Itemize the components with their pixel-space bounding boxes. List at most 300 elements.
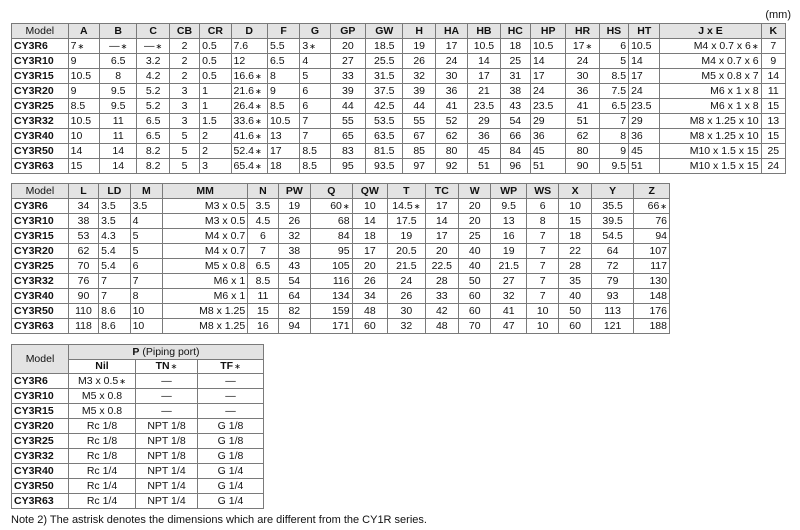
table-cell: 6 [300,99,330,114]
table-cell: 9 [68,54,99,69]
table-cell: 32 [403,69,435,84]
table-cell: M3 x 0.5 [163,214,248,229]
table-cell: 26 [388,289,426,304]
column-header-ht: HT [629,24,660,39]
table-cell: 7.5 [599,84,628,99]
table-cell: 3 [169,99,199,114]
table-cell: 43 [500,99,530,114]
table-cell: 9 [267,84,299,99]
table-cell: M4 x 0.7 [163,244,248,259]
table-cell: 7 [300,129,330,144]
column-header-hp: HP [530,24,565,39]
table-cell: 18 [267,159,299,174]
table-cell: 5.2 [137,99,169,114]
table-row [12,84,786,99]
model-cell: CY3R32 [12,274,69,289]
table-cell: 105 [311,259,353,274]
table-cell: 118 [68,319,98,334]
column-header-y: Y [591,184,634,199]
table-cell: 17 [425,199,458,214]
table-cell: M3 x 0.5 [163,199,248,214]
table-cell: 14 [352,214,387,229]
table-cell: 2 [200,129,231,144]
table-cell: 36 [468,129,500,144]
table-cell: 13 [491,214,526,229]
table-cell: 29 [468,114,500,129]
table-cell: 39 [403,84,435,99]
column-header-pw: PW [278,184,310,199]
column-header-cr: CR [200,24,231,39]
table-cell: 113 [591,304,634,319]
table-cell: 42 [425,304,458,319]
table-cell: 17.5 [388,214,426,229]
unit-label: (mm) [765,9,791,21]
table-cell: 3 [169,114,199,129]
table-cell: 94 [634,229,670,244]
table-cell: 25 [459,229,491,244]
table-cell: 39 [330,84,365,99]
table-cell: 5 [169,144,199,159]
model-cell: CY3R50 [12,304,69,319]
table-cell: 76 [634,214,670,229]
model-cell: CY3R32 [12,449,69,464]
model-cell: CY3R10 [12,389,69,404]
table-cell: 35 [559,274,591,289]
table-cell: 20 [330,39,365,54]
table-cell: 188 [634,319,670,334]
table-cell: 53 [68,229,98,244]
table-cell: 20 [459,199,491,214]
model-cell: CY3R15 [12,404,69,419]
piping-port-header [69,345,264,360]
model-cell: CY3R63 [12,159,69,174]
column-header-ld: LD [99,184,130,199]
table-cell: 4 [300,54,330,69]
table-row [12,389,264,404]
table-cell: 12 [231,54,267,69]
column-header-hb: HB [468,24,500,39]
table-cell: Rc 1/4 [69,479,136,494]
table-cell: 38 [68,214,98,229]
table-cell: 1.5 [200,114,231,129]
table-cell: 3.5 [99,214,130,229]
table-cell: M4 x 0.7 x 6 [660,54,761,69]
table-cell: 15 [559,214,591,229]
table-cell: 7 [99,289,130,304]
table-cell: 76 [68,274,98,289]
table-row [12,39,786,54]
table-cell: G 1/4 [198,479,264,494]
model-cell: CY3R25 [12,259,69,274]
table-cell: G 1/8 [198,434,264,449]
table-cell: 7 [526,244,558,259]
dimensions-table-2 [11,183,670,334]
table-cell: M8 x 1.25 x 10 [660,129,761,144]
table-cell: 43 [278,259,310,274]
table-cell: 121 [591,319,634,334]
table-cell: 51 [468,159,500,174]
table-cell: 148 [634,289,670,304]
table-cell: 24 [388,274,426,289]
table-cell: 5 [130,244,162,259]
table-cell: 5.5 [267,39,299,54]
table-cell: 15 [68,159,99,174]
table-cell: 82 [278,304,310,319]
table-cell: 6.5 [137,129,169,144]
table-cell: 10 [526,304,558,319]
table-cell: 36 [629,129,660,144]
table-cell: 90 [68,289,98,304]
table-cell: 4.3 [99,229,130,244]
table-cell: 5 [599,54,628,69]
table-cell: 8.2 [137,144,169,159]
table-cell: 93 [591,289,634,304]
column-header-mm: MM [163,184,248,199]
table-cell: 1 [200,99,231,114]
table-cell: 65.4 ∗ [231,159,267,174]
table-cell: 51 [530,159,565,174]
column-header-l: L [68,184,98,199]
table-cell: 176 [634,304,670,319]
table-cell: 36 [566,84,599,99]
table-cell: 21.5 [491,259,526,274]
column-header-qw: QW [352,184,387,199]
table-cell: M6 x 1 [163,274,248,289]
model-header: Model [12,345,69,374]
table-cell: NPT 1/8 [136,419,198,434]
table-cell: 26 [278,214,310,229]
table-cell: 34 [68,199,98,214]
table-cell: — [136,404,198,419]
table-cell: 30 [435,69,467,84]
table-cell: 42.5 [366,99,403,114]
table-cell: 3 [169,84,199,99]
table-cell: 6.5 [599,99,628,114]
table-cell: 9.5 [100,99,137,114]
table-row [12,419,264,434]
column-header-f: F [267,24,299,39]
table-cell: M10 x 1.5 x 15 [660,144,761,159]
table-cell: M6 x 1 [163,289,248,304]
model-cell: CY3R6 [12,39,69,54]
model-cell: CY3R25 [12,99,69,114]
column-header-c: C [137,24,169,39]
table-cell: 9 [761,54,785,69]
table-cell: M4 x 0.7 x 6 ∗ [660,39,761,54]
table-cell: 25 [500,54,530,69]
model-cell: CY3R63 [12,494,69,509]
column-header-b: B [100,24,137,39]
table-cell: 159 [311,304,353,319]
table-cell: 7 [248,244,278,259]
column-header-gp: GP [330,24,365,39]
table-cell: 2 [169,54,199,69]
table-cell: 7 [130,274,162,289]
table-cell: 55 [330,114,365,129]
table-cell: 5 [169,129,199,144]
table-cell: 40 [459,244,491,259]
table-cell: 16 [491,229,526,244]
table-cell: 26.4 ∗ [231,99,267,114]
table-2-header-row [12,184,670,199]
table-cell: 47 [491,319,526,334]
table-cell: 32 [388,319,426,334]
table-cell: 11 [100,129,137,144]
table-cell: G 1/8 [198,449,264,464]
piping-port-symbol: P [132,345,140,358]
table-cell: 18.5 [366,39,403,54]
table-row [12,494,264,509]
table-cell: 95 [311,244,353,259]
table-cell: 45 [468,144,500,159]
table-cell: 60 [459,304,491,319]
table-row [12,259,670,274]
table-cell: 25.5 [366,54,403,69]
model-cell: CY3R15 [12,229,69,244]
model-cell: CY3R15 [12,69,69,84]
table-cell: 60 ∗ [311,199,353,214]
table-3-header-row [12,345,264,360]
table-cell: 8 [100,69,137,84]
table-cell: 10 [130,319,162,334]
table-cell: M5 x 0.8 [163,259,248,274]
table-cell: 85 [403,144,435,159]
table-cell: 7 [526,274,558,289]
table-cell: 10.5 [68,69,99,84]
table-cell: 14 [425,214,458,229]
table-cell: 7 [526,259,558,274]
table-cell: 7 [526,289,558,304]
table-cell: 95 [330,159,365,174]
table-1-header-row [12,24,786,39]
column-header-hr: HR [566,24,599,39]
table-cell: 3 [200,159,231,174]
table-cell: 10.5 [530,39,565,54]
table-cell: 14 [629,54,660,69]
column-header-cb: CB [169,24,199,39]
column-header-ha: HA [435,24,467,39]
table-cell: 9.5 [599,159,628,174]
table-cell: 3 ∗ [300,39,330,54]
table-cell: 20 [352,259,387,274]
column-header-x: X [559,184,591,199]
table-cell: 171 [311,319,353,334]
column-header-hs: HS [599,24,628,39]
table-cell: 9.5 [100,84,137,99]
table-cell: 8 [599,129,628,144]
table-row [12,274,670,289]
table-cell: 7 [99,274,130,289]
model-cell: CY3R32 [12,114,69,129]
table-cell: 7 [526,229,558,244]
table-cell: 64 [278,289,310,304]
table-cell: Rc 1/8 [69,419,136,434]
table-cell: 84 [311,229,353,244]
table-cell: Rc 1/8 [69,434,136,449]
table-cell: 37.5 [366,84,403,99]
table-cell: 44 [330,99,365,114]
table-cell: 6 [300,84,330,99]
table-cell: M5 x 0.8 [69,404,136,419]
table-cell: — ∗ [100,39,137,54]
table-cell: 38 [278,244,310,259]
table-cell: 26 [352,274,387,289]
table-cell: 41 [566,99,599,114]
table-cell: 6.5 [100,54,137,69]
table-cell: 4.5 [248,214,278,229]
table-cell: 62 [435,129,467,144]
table-cell: 22 [559,244,591,259]
table-cell: 8.5 [300,159,330,174]
table-cell: 48 [352,304,387,319]
table-cell: 14 [100,159,137,174]
table-row [12,289,670,304]
table-cell: 19 [388,229,426,244]
table-cell: 14 [68,144,99,159]
table-cell: 27 [330,54,365,69]
table-cell: 117 [634,259,670,274]
table-cell: 10 [130,304,162,319]
column-header-tc: TC [425,184,458,199]
table-cell: 18 [500,39,530,54]
table-cell: 24 [435,54,467,69]
table-cell: G 1/4 [198,464,264,479]
table-cell: 33 [330,69,365,84]
table-cell: 2 [169,69,199,84]
table-cell: 9.5 [491,199,526,214]
table-cell: 32 [491,289,526,304]
table-cell: 14 [100,144,137,159]
table-cell: 7 [300,114,330,129]
table-cell: 15 [761,129,785,144]
table-cell: 2 [169,39,199,54]
table-cell: 70 [68,259,98,274]
table-cell: 130 [634,274,670,289]
table-row [12,129,786,144]
table-cell: 72 [591,259,634,274]
column-header-d: D [231,24,267,39]
table-cell: 30 [388,304,426,319]
table-cell: G 1/4 [198,494,264,509]
table-cell: 52 [435,114,467,129]
table-cell: M8 x 1.25 x 10 [660,114,761,129]
table-cell: M5 x 0.8 [69,389,136,404]
table-row [12,479,264,494]
table-row [12,374,264,389]
table-cell: 24 [761,159,785,174]
column-header-t: T [388,184,426,199]
table-cell: 5 [130,229,162,244]
table-cell: 17 [267,144,299,159]
table-cell: 97 [403,159,435,174]
column-header-n: N [248,184,278,199]
table-row [12,114,786,129]
table-cell: 50 [459,274,491,289]
model-cell: CY3R6 [12,374,69,389]
table-cell: M10 x 1.5 x 15 [660,159,761,174]
table-cell: 16 [248,319,278,334]
table-cell: 8.5 [68,99,99,114]
table-cell: 20.5 [388,244,426,259]
table-cell: 54 [500,114,530,129]
table-cell: 10.5 [68,114,99,129]
column-header-h: H [403,24,435,39]
table-cell: 10 [352,199,387,214]
table-cell: Rc 1/8 [69,449,136,464]
model-cell: CY3R20 [12,84,69,99]
table-cell: 40 [459,259,491,274]
table-cell: 31 [500,69,530,84]
column-header-k: K [761,24,785,39]
table-cell: 80 [566,144,599,159]
table-cell: G 1/8 [198,419,264,434]
table-row [12,244,670,259]
table-cell: 60 [559,319,591,334]
table-cell: Rc 1/4 [69,464,136,479]
table-cell: 3.5 [248,199,278,214]
model-cell: CY3R10 [12,54,69,69]
table-cell: 24 [629,84,660,99]
table-row [12,464,264,479]
table-cell: 8 [130,289,162,304]
table-cell: 15 [248,304,278,319]
table-cell: 39.5 [591,214,634,229]
table-cell: 83 [330,144,365,159]
table-cell: 36 [435,84,467,99]
column-header-a: A [68,24,99,39]
table-cell: 116 [311,274,353,289]
table-cell: 6 [526,199,558,214]
table-cell: 4.2 [137,69,169,84]
table-row [12,199,670,214]
model-cell: CY3R50 [12,144,69,159]
table-cell: 22.5 [425,259,458,274]
table-cell: — [136,389,198,404]
table-cell: 5 [169,159,199,174]
table-cell: NPT 1/8 [136,434,198,449]
table-cell: 11 [100,114,137,129]
table-row [12,99,786,114]
table-row [12,449,264,464]
table-cell: 60 [459,289,491,304]
table-cell: 6 [130,259,162,274]
table-cell: 8 [267,69,299,84]
table-cell: 26 [403,54,435,69]
table-cell: 41 [435,99,467,114]
column-header-m: M [130,184,162,199]
table-cell: 38 [500,84,530,99]
table-cell: 8.5 [267,99,299,114]
column-header-z: Z [634,184,670,199]
model-cell: CY3R50 [12,479,69,494]
table-cell: 64 [591,244,634,259]
table-cell: 10.5 [468,39,500,54]
model-cell: CY3R10 [12,214,69,229]
table-cell: 8.5 [248,274,278,289]
table-cell: 6 [599,39,628,54]
table-cell: 32 [278,229,310,244]
table-cell: NPT 1/4 [136,464,198,479]
table-cell: 66 ∗ [634,199,670,214]
table-cell: 90 [566,159,599,174]
table-cell: 79 [591,274,634,289]
table-cell: 20 [425,244,458,259]
column-header-hc: HC [500,24,530,39]
table-cell: 24 [530,84,565,99]
table-cell: 8.6 [99,304,130,319]
table-cell: 96 [500,159,530,174]
table-row [12,229,670,244]
